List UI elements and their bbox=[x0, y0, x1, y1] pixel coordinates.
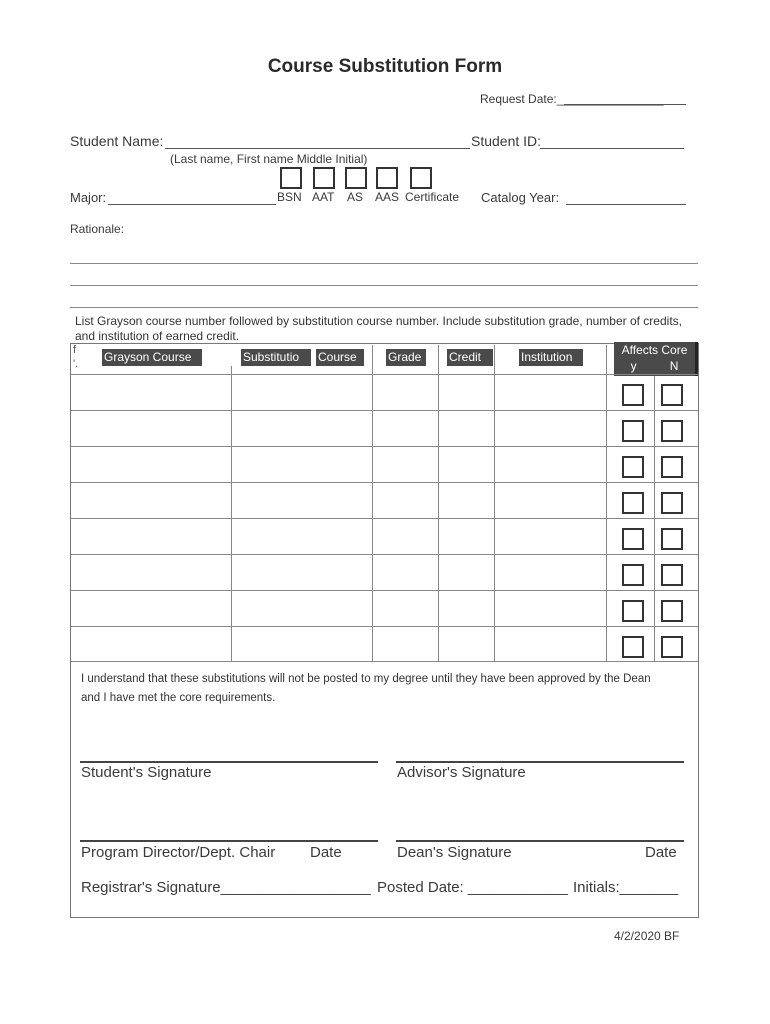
column-divider bbox=[438, 345, 439, 661]
dean-signature-line[interactable] bbox=[396, 840, 684, 842]
affects-core-yes-checkbox[interactable] bbox=[622, 600, 644, 622]
student-name-hint: (Last name, First name Middle Initial) bbox=[170, 152, 368, 166]
certificate-checkbox[interactable] bbox=[410, 167, 432, 189]
student-signature-line[interactable] bbox=[80, 761, 378, 763]
student-name-label: Student Name: bbox=[70, 133, 164, 149]
advisor-signature-label: Advisor's Signature bbox=[397, 764, 526, 781]
form-revision-date: 4/2/2020 BF bbox=[614, 929, 680, 943]
column-divider bbox=[606, 345, 607, 661]
table-row[interactable] bbox=[71, 591, 231, 626]
header-core-yes: y bbox=[630, 359, 637, 373]
request-date-label: Request Date:________________ bbox=[480, 92, 664, 106]
dean-signature-label: Dean's Signature bbox=[397, 844, 512, 861]
major-label: Major: bbox=[70, 190, 107, 205]
student-id-field[interactable] bbox=[540, 148, 684, 149]
affects-core-no-checkbox[interactable] bbox=[661, 384, 683, 406]
advisor-signature-line[interactable] bbox=[396, 761, 684, 763]
rationale-line-3[interactable] bbox=[70, 307, 698, 308]
header-grade: Grade bbox=[386, 349, 426, 366]
header-institution: Institution bbox=[519, 349, 583, 366]
affects-core-no-checkbox[interactable] bbox=[661, 528, 683, 550]
affects-core-yes-checkbox[interactable] bbox=[622, 420, 644, 442]
student-name-field[interactable] bbox=[165, 148, 470, 149]
affects-core-yes-checkbox[interactable] bbox=[622, 528, 644, 550]
degree-option-certificate: Certificate bbox=[405, 190, 460, 204]
posted-date-field[interactable]: Posted Date: ____________ bbox=[377, 879, 568, 896]
affects-core-yes-checkbox[interactable] bbox=[622, 384, 644, 406]
degree-option-bsn: BSN bbox=[277, 190, 302, 204]
student-signature-label: Student's Signature bbox=[81, 764, 212, 781]
table-row[interactable] bbox=[71, 375, 231, 410]
header-substitution: Substitutio bbox=[241, 349, 311, 366]
major-field[interactable] bbox=[108, 204, 276, 205]
affects-core-no-checkbox[interactable] bbox=[661, 420, 683, 442]
affects-core-no-checkbox[interactable] bbox=[661, 636, 683, 658]
director-date-label: Date bbox=[310, 844, 342, 861]
bsn-checkbox[interactable] bbox=[280, 167, 302, 189]
dean-date-label: Date bbox=[645, 844, 677, 861]
rationale-line-1[interactable] bbox=[70, 263, 698, 264]
page-title: Course Substitution Form bbox=[267, 56, 503, 77]
affects-core-yes-checkbox[interactable] bbox=[622, 456, 644, 478]
header-core-no: N bbox=[669, 359, 679, 373]
row-line bbox=[70, 661, 698, 662]
table-row[interactable] bbox=[71, 411, 231, 446]
table-row[interactable] bbox=[71, 447, 231, 482]
header-grayson-course: Grayson Course bbox=[102, 349, 202, 366]
director-signature-line[interactable] bbox=[80, 840, 378, 842]
header-course: Course bbox=[316, 349, 364, 366]
affects-core-no-checkbox[interactable] bbox=[661, 492, 683, 514]
column-divider bbox=[494, 345, 495, 661]
instructions-line-2: and institution of earned credit. bbox=[75, 329, 240, 343]
instructions-line-1: List Grayson course number followed by substitution course number. Include substitution grade, number of credits, bbox=[75, 314, 682, 328]
catalog-year-label: Catalog Year: bbox=[481, 190, 560, 205]
director-signature-label: Program Director/Dept. Chair bbox=[81, 844, 276, 861]
affects-core-no-checkbox[interactable] bbox=[661, 456, 683, 478]
affects-core-no-checkbox[interactable] bbox=[661, 564, 683, 586]
table-row[interactable] bbox=[71, 483, 231, 518]
corner-mark-2: '. bbox=[73, 358, 79, 370]
aat-checkbox[interactable] bbox=[313, 167, 335, 189]
header-affects-core: Affects Core y N bbox=[614, 342, 698, 376]
affects-core-no-checkbox[interactable] bbox=[661, 600, 683, 622]
rationale-line-2[interactable] bbox=[70, 285, 698, 286]
agreement-line-2: and I have met the core requirements. bbox=[81, 692, 276, 704]
table-row[interactable] bbox=[71, 519, 231, 554]
rationale-label: Rationale: bbox=[70, 222, 125, 236]
catalog-year-field[interactable] bbox=[566, 204, 686, 205]
student-id-label: Student ID: bbox=[471, 133, 542, 149]
initials-field[interactable]: Initials:_______ bbox=[573, 879, 679, 896]
agreement-line-1: I understand that these substitutions will not be posted to my degree until they have been approved by the Dean bbox=[81, 673, 651, 685]
registrar-signature-field[interactable]: Registrar's Signature__________________ bbox=[81, 879, 371, 896]
table-row[interactable] bbox=[71, 555, 231, 590]
column-divider bbox=[372, 345, 373, 661]
header-credit: Credit bbox=[447, 349, 493, 366]
degree-option-as: AS bbox=[347, 190, 364, 204]
affects-core-yes-checkbox[interactable] bbox=[622, 492, 644, 514]
degree-option-aat: AAT bbox=[312, 190, 335, 204]
aas-checkbox[interactable] bbox=[376, 167, 398, 189]
degree-option-aas: AAS bbox=[375, 190, 400, 204]
table-row[interactable] bbox=[71, 627, 231, 661]
as-checkbox[interactable] bbox=[345, 167, 367, 189]
request-date-field[interactable] bbox=[564, 104, 686, 105]
affects-core-yes-checkbox[interactable] bbox=[622, 564, 644, 586]
corner-mark: f bbox=[73, 344, 77, 356]
affects-core-yes-checkbox[interactable] bbox=[622, 636, 644, 658]
